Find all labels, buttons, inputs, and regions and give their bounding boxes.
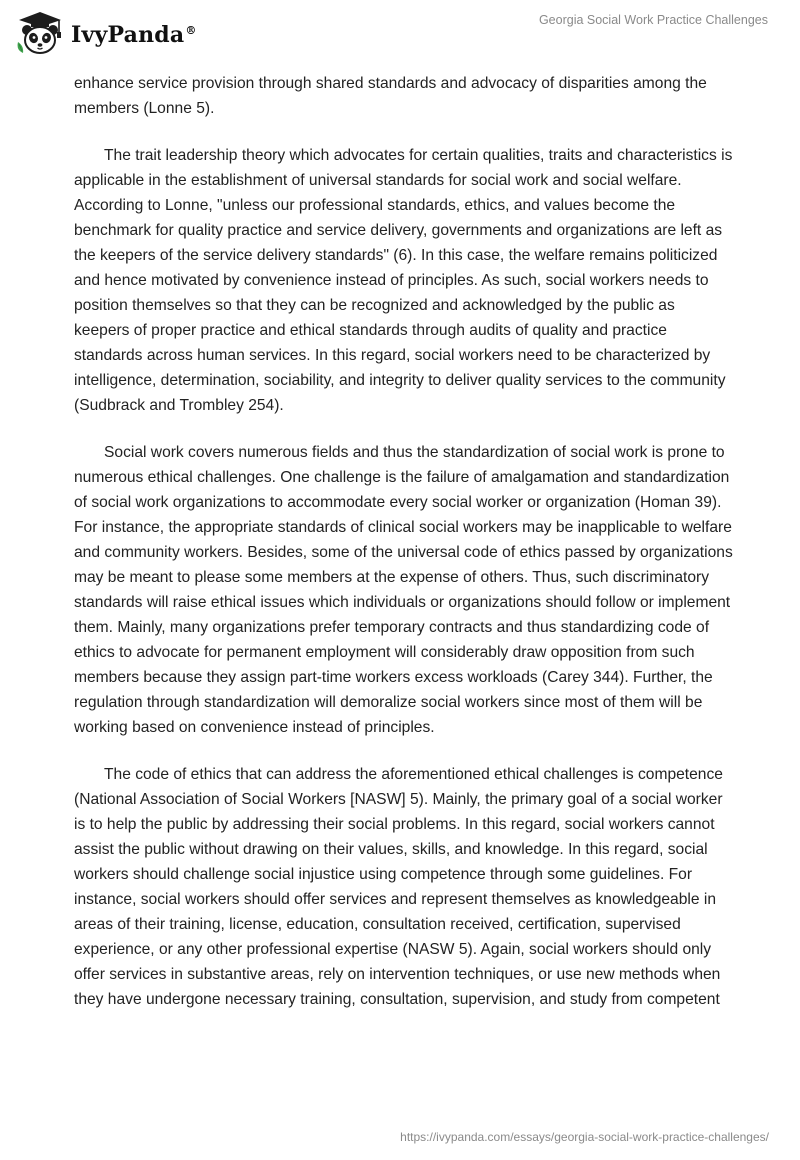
paragraph: The code of ethics that can address the aforementioned ethical challenges is competence (National Association of Social Workers [NASW] 5). Mainly, the primary goal of a social worker is to help the public by addressing their social problems. In this regard, social workers cannot assist the public without drawing on their values, skills, and knowledge. In this regard, social workers should challenge social injustice using competence through some guidelines. For instance, social workers should offer services and represent themselves as knowledgeable in areas of their training, license, education, consultation received, certification, supervised experience, or any other professional expertise (NASW 5). Again, social workers should only offer services in substantive areas, rely on intervention techniques, or use new methods when they have undergone necessary training, consultation, supervision, and study from competent	[74, 766, 723, 1008]
paragraph-continued: enhance service provision through shared standards and advocacy of disparities among the members (Lonne 5).	[74, 75, 707, 117]
essay-body	[74, 71, 734, 1034]
paragraph: The trait leadership theory which advocates for certain qualities, traits and characteristics is applicable in the establishment of universal standards for social work and social welfare. According to Lonne, "unless our professional standards, ethics, and values become the benchmark for quality practice and service delivery, governments and organizations are left as the keepers of the service delivery standards" (6). In this case, the welfare remains politicized and hence motivated by convenience instead of principles. As such, social workers needs to position themselves so that they can be recognized and acknowledged by the public as keepers of proper practice and ethical standards through audits of quality and practice standards across human services. In this regard, social workers need to be characterized by intelligence, determination, sociability, and integrity to deliver quality services to the community (Sudbrack and Trombley 254).	[74, 147, 733, 414]
brand-logo[interactable]	[15, 9, 197, 57]
brand-name: IvyPanda®	[71, 22, 197, 48]
paragraph: Social work covers numerous fields and thus the standardization of social work is prone to numerous ethical challenges. One challenge is the failure of amalgamation and standardization of social work organizations to accommodate every social worker or organization (Homan 39). For instance, the appropriate standards of clinical social workers may be inapplicable to welfare and community workers. Besides, some of the universal code of ethics passed by organizations may be meant to please some members at the expense of others. Thus, such discriminatory standards will raise ethical issues which individuals or organizations should follow or implement them. Mainly, many organizations prefer temporary contracts and thus standardizing code of ethics to advocate for permanent employment will considerably draw opposition from such members because they assign part-time workers excess workloads (Carey 344). Further, the regulation through standardization will demoralize social workers since most of them will be working based on convenience instead of principles.	[74, 444, 733, 736]
page-header	[0, 0, 800, 70]
panda-graduation-cap-icon	[15, 9, 67, 57]
registered-mark: ®	[185, 23, 197, 37]
source-url[interactable]: https://ivypanda.com/essays/georgia-social-work-practice-challenges/	[400, 1130, 769, 1144]
document-title: Georgia Social Work Practice Challenges	[538, 13, 768, 27]
